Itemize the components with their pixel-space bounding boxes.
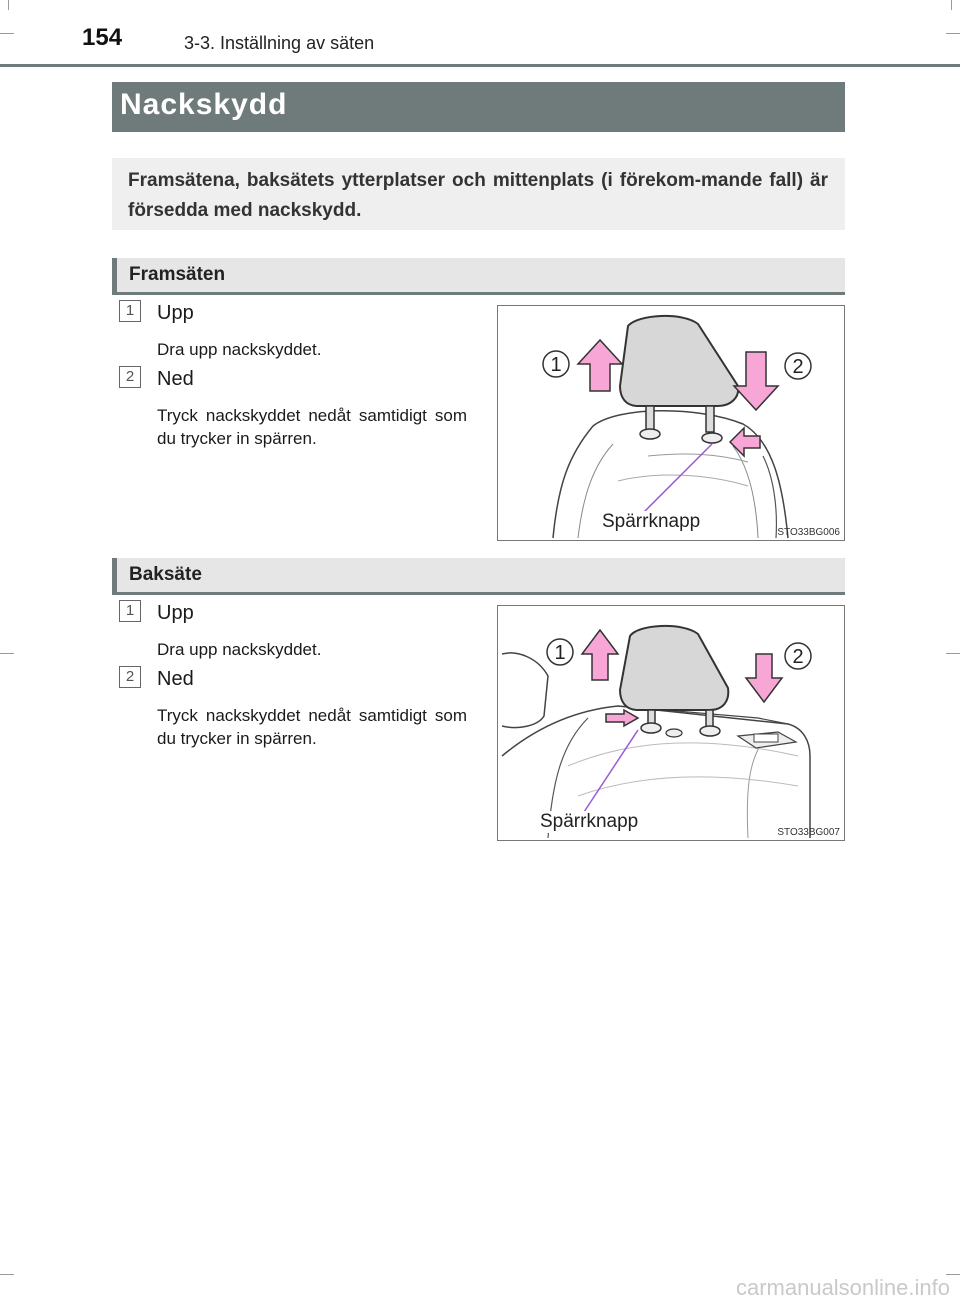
arrow-up-icon [582,630,618,680]
step-title: Ned [157,368,194,390]
page-title: Nackskydd [120,88,288,121]
crop-mark [951,0,952,10]
step-description: Tryck nackskyddet nedåt samtidigt som du trycker in spärren. [157,406,467,448]
step-number-badge: 2 [119,366,141,388]
figure-code: STO33BG006 [777,527,840,538]
callout-number: 2 [792,646,804,668]
intro-text: Framsätena, baksätets ytterplatser och mittenplats (i förekom-mande fall) är försedda med nackskydd. [128,170,828,221]
crop-mark [946,653,960,654]
step-number-badge: 1 [119,600,141,622]
step-number-badge: 1 [119,300,141,322]
arrow-press-icon [606,710,638,726]
step-number-badge: 2 [119,666,141,688]
crop-mark [8,0,9,10]
step-title: Upp [157,602,194,624]
arrow-down-icon [734,352,778,410]
rear-seat-drawing [498,606,844,840]
crop-mark [946,33,960,34]
arrow-up-icon [578,340,622,391]
step-title: Upp [157,302,194,324]
front-seat-drawing [498,306,844,540]
section-heading-front [112,258,845,295]
arrow-down-icon [746,654,782,702]
front-seat-headrest-illustration [497,305,845,541]
rear-seat-headrest-illustration [497,605,845,841]
step-description: Tryck nackskyddet nedåt samtidigt som du trycker in spärren. [157,706,467,748]
header-rule [0,64,960,67]
figure-label: Spärrknapp [540,811,639,832]
crop-mark [0,33,14,34]
figure-code: STO33BG007 [777,827,840,838]
section-heading-text: Framsäten [129,264,226,285]
callout-number: 1 [550,354,562,376]
step-title: Ned [157,668,194,690]
intro-box [112,158,845,230]
chapter-title: 3-3. Inställning av säten [184,33,375,53]
callout-number: 1 [554,642,566,664]
section-heading-bar [112,258,117,292]
section-heading-rear [112,558,845,595]
page-number: 154 [82,24,123,51]
callout-number: 2 [792,356,804,378]
section-heading-bar [112,558,117,592]
figure-label: Spärrknapp [602,511,701,532]
section-heading-text: Baksäte [129,564,202,585]
crop-mark [0,653,14,654]
page-title-bar [112,82,845,132]
crop-mark [0,1274,14,1275]
arrow-press-icon [730,428,760,456]
watermark: carmanualsonline.info [735,1275,950,1300]
step-description: Dra upp nackskyddet. [157,640,322,659]
step-description: Dra upp nackskyddet. [157,340,322,359]
